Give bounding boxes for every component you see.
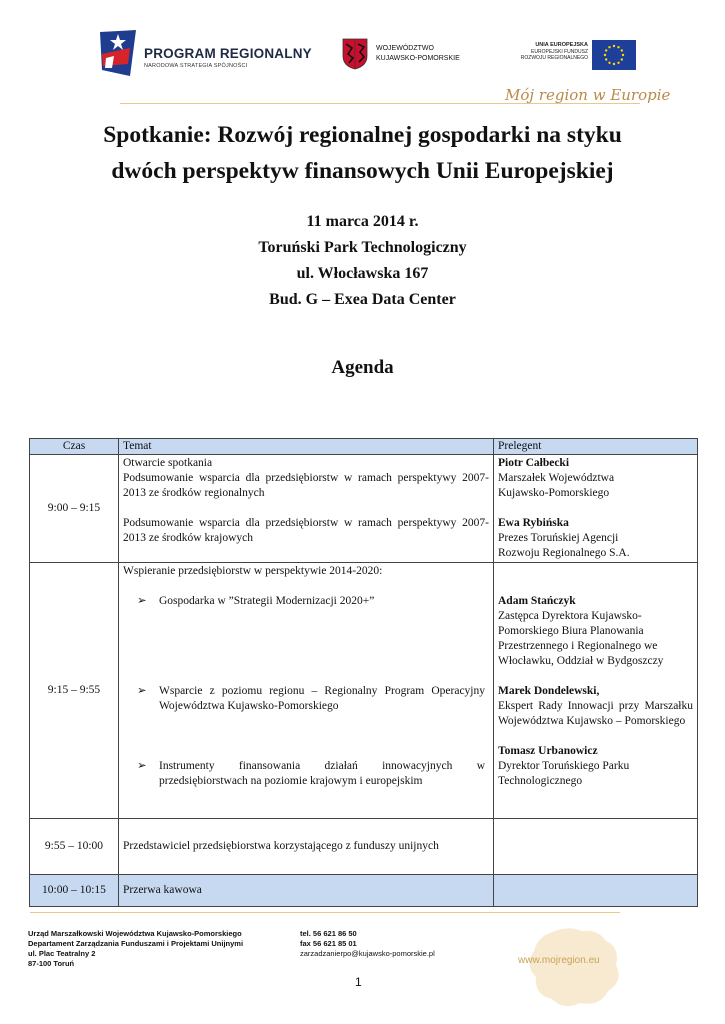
header-topic: Temat [119,439,494,455]
speaker-name: Marek Dondelewski, [498,685,600,697]
agenda-table [29,438,698,907]
row-speaker [494,819,698,875]
footer-city: 87-100 Toruń [28,959,75,968]
program-title: PROGRAM REGIONALNY [144,46,312,61]
agenda-heading: Agenda [331,357,394,378]
title-line1: Spotkanie: Rozwój regionalnej gospodarki na styku [103,122,622,148]
topic-opening: Otwarcie spotkania [123,457,213,469]
footer-contact [300,929,435,959]
voivodeship-line1: WOJEWÓDZTWO [376,45,434,52]
topic-summary-regional: Podsumowanie wsparcia dla przedsiębiorstw w ramach perspektywy 2007-2013 ze środków regionalnych [123,472,489,499]
eu-line2: EUROPEJSKI FUNDUSZ [531,48,588,55]
row-topic [119,455,494,563]
footer-department: Departament Zarządzania Funduszami i Projektami Unijnymi [28,939,244,948]
bullet-arrow-icon: ➢ [137,760,147,772]
event-building: Bud. G – Exea Data Center [269,291,456,308]
footer-tel: tel. 56 621 86 50 [300,929,357,938]
topic-bullet [123,759,489,789]
row-topic: Przerwa kawowa [119,875,494,907]
row-time: 9:00 – 9:15 [30,455,119,563]
eu-line3: ROZWOJU REGIONALNEGO [520,55,588,61]
table-row [30,875,698,907]
speaker-name: Adam Stańczyk [498,595,576,607]
footer-email: zarzadzanierpo@kujawsko-pomorskie.pl [300,949,435,958]
row-topic: Przedstawiciel przedsiębiorstwa korzystającego z funduszy unijnych [119,819,494,875]
row-topic [119,563,494,819]
table-header-row [30,439,698,455]
speaker-name: Piotr Całbecki [498,457,570,469]
footer-address [28,929,243,969]
voivodeship-crest-icon [342,38,368,70]
program-regionalny-logo [100,30,312,80]
footer-website[interactable]: www.mojregion.eu [518,955,600,966]
row-speaker [494,875,698,907]
table-row [30,455,698,563]
eu-logo [510,40,640,74]
event-info [40,209,685,313]
eu-flag-icon [592,40,636,70]
header-speaker: Prelegent [494,439,698,455]
bullet-text: Gospodarka w ”Strategii Modernizacji 2020+” [159,595,375,607]
footer-office: Urząd Marszałkowski Województwa Kujawsko-Pomorskiego [28,929,242,938]
document-title [40,117,685,189]
table-row [30,819,698,875]
event-street: ul. Włocławska 167 [296,265,429,282]
event-date: 11 marca 2014 r. [306,213,419,230]
topic-bullet [123,684,489,714]
eu-line1: UNIA EUROPEJSKA [535,42,588,48]
topic-summary-national: Podsumowanie wsparcia dla przedsiębiorstw w ramach perspektywy 2007-2013 ze środków krajowych [123,517,489,544]
program-subtitle: NARODOWA STRATEGIA SPÓJNOŚCI [144,63,248,69]
eu-text [510,42,588,62]
row-speakers [494,455,698,563]
speaker-name: Ewa Rybińska [498,517,569,529]
row-time: 9:55 – 10:00 [30,819,119,875]
speaker-role: Dyrektor Toruńskiego Parku Technologicznego [498,760,630,787]
footer-fax: fax 56 621 85 01 [300,939,357,948]
event-venue: Toruński Park Technologiczny [258,239,467,256]
speaker-role: Marszałek Województwa Kujawsko-Pomorskiego [498,472,615,499]
table-row [30,563,698,819]
voivodeship-line2: KUJAWSKO-POMORSKIE [376,55,460,62]
speaker-name: Tomasz Urbanowicz [498,745,598,757]
region-map-icon [520,925,630,1010]
bullet-text: Wsparcie z poziomu regionu – Regionalny Program Operacyjny Województwa Kujawsko-Pomorskiego [159,685,485,712]
bullet-arrow-icon: ➢ [137,685,147,697]
topic-bullet [123,594,489,609]
footer-divider [30,912,620,913]
title-line2: dwóch perspektyw finansowych Unii Europejskiej [111,158,614,184]
program-flag-icon [100,30,136,76]
row-speakers [494,563,698,819]
voivodeship-logo [342,38,482,72]
bullet-text: Instrumenty finansowania działań innowacyjnych w przedsiębiorstwach na poziomie krajowym i europejskim [159,760,485,787]
topic-intro: Wspieranie przedsiębiorstw w perspektywie 2014-2020: [123,565,383,577]
row-time: 9:15 – 9:55 [30,563,119,819]
speaker-role: Ekspert Rady Innowacji przy Marszałku Województwa Kujawsko – Pomorskiego [498,700,693,727]
speaker-role: Zastępca Dyrektora Kujawsko-Pomorskiego Biura Planowania Przestrzennego i Regionalnego we Włocławku, Oddział w Bydgoszczy [498,610,664,667]
page-number: 1 [355,975,362,989]
header-time: Czas [30,439,119,455]
motto: Mój region w Europie [505,86,671,104]
row-time: 10:00 – 10:15 [30,875,119,907]
speaker-role: Prezes Toruńskiej Agencji Rozwoju Regionalnego S.A. [498,532,630,559]
footer-street: ul. Plac Teatralny 2 [28,949,96,958]
bullet-arrow-icon: ➢ [137,595,147,607]
